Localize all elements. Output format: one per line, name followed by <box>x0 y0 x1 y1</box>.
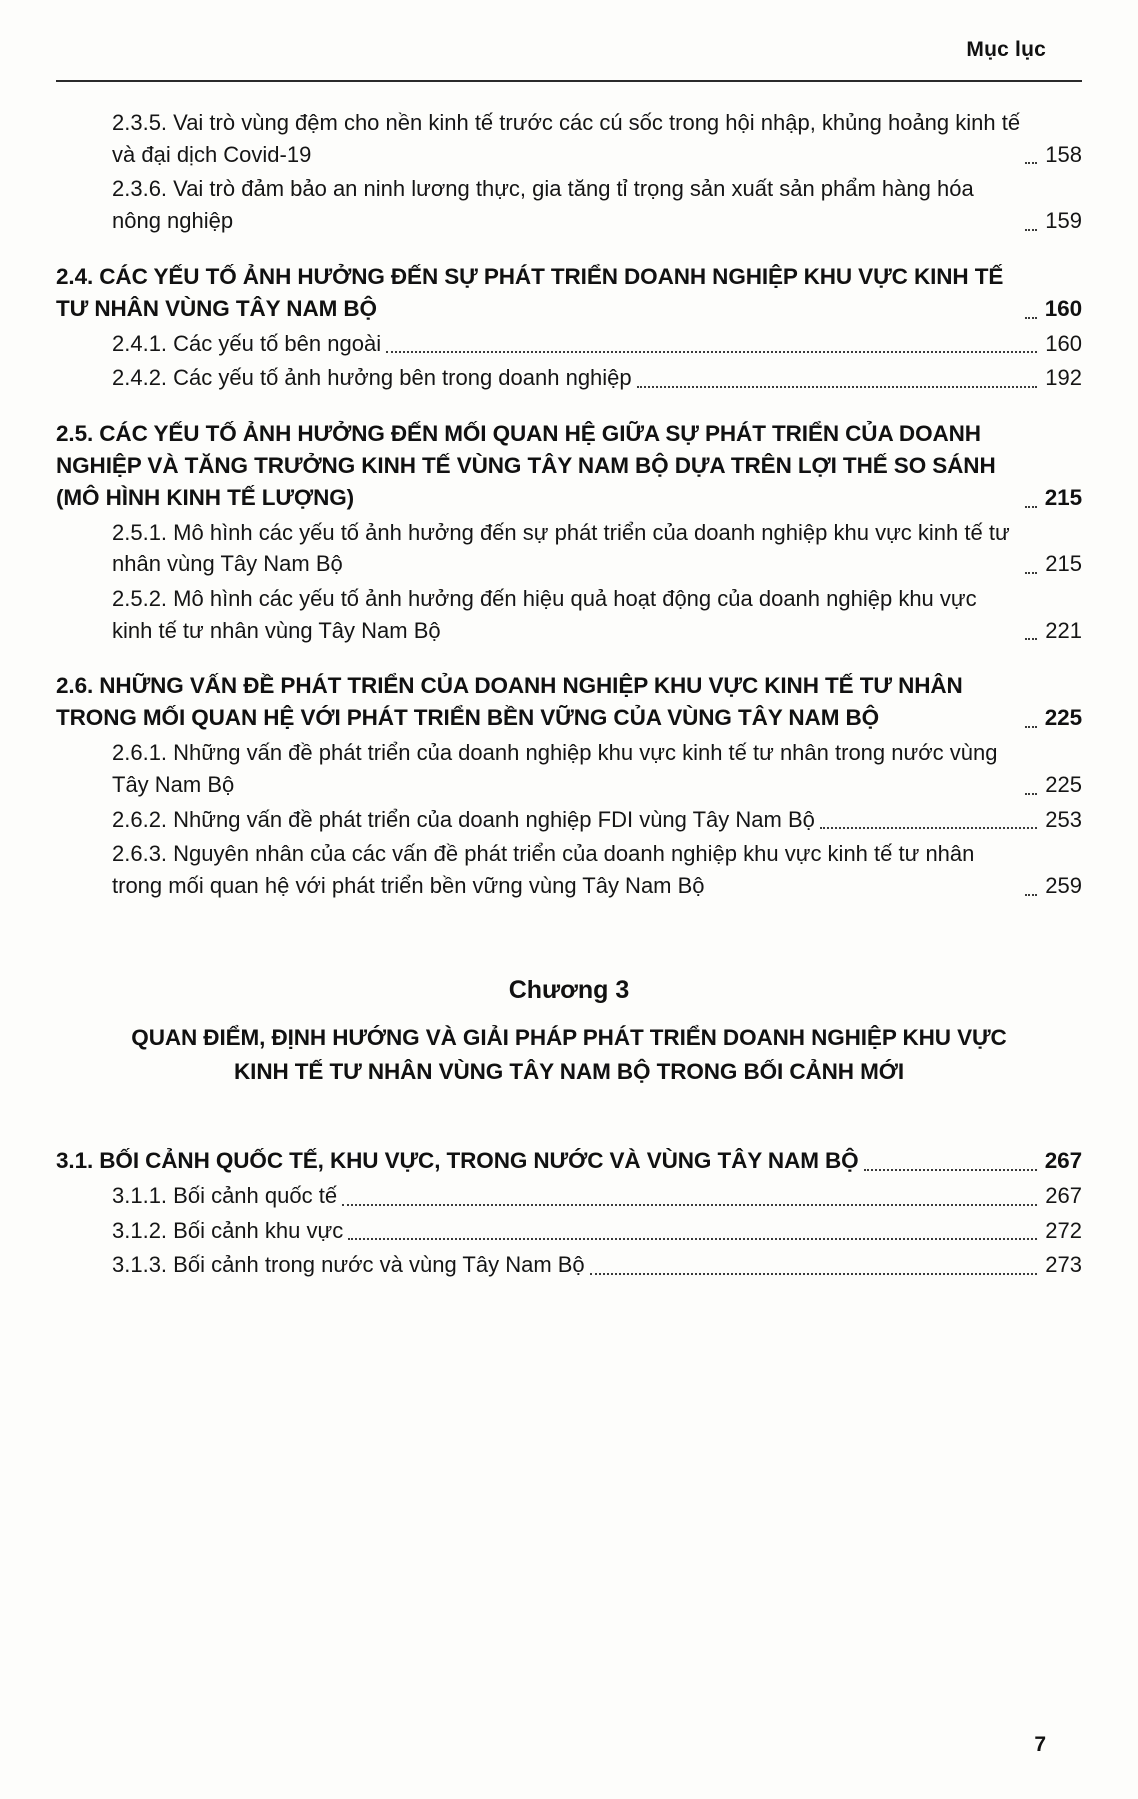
toc-entry-title: 3.1.3. Bối cảnh trong nước và vùng Tây Nam Bộ <box>112 1252 585 1278</box>
toc-leader-dots <box>342 1203 1037 1206</box>
toc-entry-page: 272 <box>1045 1217 1082 1243</box>
toc-entry-page: 267 <box>1045 1182 1082 1208</box>
toc-entry-page: 215 <box>1045 551 1082 577</box>
toc-entry-line <box>56 1145 1082 1177</box>
toc-entry-page: 215 <box>1044 484 1082 510</box>
toc-entry-title: 2.4.2. Các yếu tố ảnh hưởng bên trong doanh nghiệp <box>112 365 632 391</box>
toc-entry-page: 225 <box>1044 705 1082 731</box>
toc-entry-line <box>112 737 1082 800</box>
toc-entry-title: 3.1. BỐI CẢNH QUỐC TẾ, KHU VỰC, TRONG NƯỚC VÀ VÙNG TÂY NAM BỘ <box>56 1148 859 1174</box>
toc-leader-dots <box>1025 637 1037 640</box>
toc-entry-page: 259 <box>1045 872 1082 898</box>
toc-entry[interactable] <box>56 670 1082 734</box>
toc-leader-dots <box>1025 792 1037 795</box>
toc-entry-title: 3.1.2. Bối cảnh khu vực <box>112 1217 344 1243</box>
toc-entry[interactable] <box>56 1215 1082 1247</box>
toc-entry-title: 2.3.5. Vai trò vùng đệm cho nền kinh tế trước các cú sốc trong hội nhập, khủng hoảng kinh tế và đại dịch Covid-19 <box>112 110 1027 167</box>
toc-entry[interactable] <box>56 804 1082 836</box>
toc-entry-page: 253 <box>1045 806 1082 832</box>
toc-entry[interactable] <box>56 261 1082 325</box>
toc-entry[interactable] <box>56 1249 1082 1281</box>
toc-entry-line <box>112 1249 1082 1281</box>
toc-entry-title: 2.6. NHỮNG VẤN ĐỀ PHÁT TRIỂN CỦA DOANH NGHIỆP KHU VỰC KINH TẾ TƯ NHÂN TRONG MỐI QUAN HỆ VỚI PHÁT TRIỂN BỀN VỮNG CỦA VÙNG TÂY NAM BỘ <box>56 673 969 731</box>
header-divider <box>56 80 1082 82</box>
toc-leader-dots <box>1025 505 1037 508</box>
toc-entry-line <box>112 517 1082 580</box>
toc-entry[interactable] <box>56 1145 1082 1177</box>
toc-leader-dots <box>386 350 1037 353</box>
toc-entry-title: 2.5. CÁC YẾU TỐ ẢNH HƯỞNG ĐẾN MỐI QUAN HỆ GIỮA SỰ PHÁT TRIỂN CỦA DOANH NGHIỆP VÀ TĂNG TRƯỞNG KINH TẾ VÙNG TÂY NAM BỘ DỰA TRÊN LỢI THẾ SO SÁNH (MÔ HÌNH KINH TẾ LƯỢNG) <box>56 420 1002 510</box>
toc-entry-title: 2.4. CÁC YẾU TỐ ẢNH HƯỞNG ĐẾN SỰ PHÁT TRIỂN DOANH NGHIỆP KHU VỰC KINH TẾ TƯ NHÂN VÙNG TÂY NAM BỘ <box>56 263 1010 321</box>
toc-entry[interactable] <box>56 737 1082 800</box>
toc-entry-title: 2.3.6. Vai trò đảm bảo an ninh lương thực, gia tăng tỉ trọng sản xuất sản phẩm hàng hóa nông nghiệp <box>112 176 980 234</box>
toc-entry-title: 3.1.1. Bối cảnh quốc tế <box>112 1182 338 1208</box>
toc-leader-dots <box>1025 571 1037 574</box>
chapter-number: Chương 3 <box>508 975 630 1004</box>
chapter-title: QUAN ĐIỂM, ĐỊNH HƯỚNG VÀ GIẢI PHÁP PHÁT TRIỂN DOANH NGHIỆP KHU VỰC KINH TẾ TƯ NHÂN VÙNG TÂY NAM BỘ TRONG BỐI CẢNH MỚI <box>131 1024 1007 1084</box>
toc-entry-line <box>112 804 1082 836</box>
toc-entry[interactable] <box>56 517 1082 580</box>
toc-entry[interactable] <box>56 838 1082 901</box>
toc-entry-line <box>56 418 1082 514</box>
toc-list-after-chapter <box>56 1145 1082 1281</box>
toc-entry-line <box>112 1180 1082 1212</box>
toc-entry[interactable] <box>56 418 1082 514</box>
toc-entry-page: 221 <box>1045 617 1082 643</box>
toc-entry-title: 2.5.2. Mô hình các yếu tố ảnh hưởng đến hiệu quả hoạt động của doanh nghiệp khu vực kinh tế tư nhân vùng Tây Nam Bộ <box>112 586 983 643</box>
toc-entry-title: 2.4.1. Các yếu tố bên ngoài <box>112 330 382 356</box>
toc-leader-dots <box>637 385 1038 388</box>
toc-leader-dots <box>820 826 1037 829</box>
page-number: 7 <box>1034 1733 1046 1756</box>
toc-leader-dots <box>1025 893 1037 896</box>
toc-leader-dots <box>864 1168 1037 1171</box>
toc-entry-title: 2.6.3. Nguyên nhân của các vấn đề phát triển của doanh nghiệp khu vực kinh tế tư nhân trong mối quan hệ với phát triển bền vững vùng Tây Nam Bộ <box>112 841 981 898</box>
toc-entry-title: 2.6.2. Những vấn đề phát triển của doanh nghiệp FDI vùng Tây Nam Bộ <box>112 806 815 832</box>
toc-leader-dots <box>348 1237 1037 1240</box>
toc-entry-line <box>112 1215 1082 1247</box>
toc-entry-title: 2.6.1. Những vấn đề phát triển của doanh nghiệp khu vực kinh tế tư nhân trong nước vùng Tây Nam Bộ <box>112 740 1004 797</box>
toc-entry-page: 225 <box>1045 771 1082 797</box>
toc-entry-line <box>112 107 1082 170</box>
toc-entry-line <box>112 838 1082 901</box>
toc-leader-dots <box>1025 161 1037 164</box>
toc-entry-page: 267 <box>1044 1148 1082 1174</box>
toc-entry[interactable] <box>56 583 1082 646</box>
toc-entry-page: 160 <box>1045 330 1082 356</box>
toc-entry-line <box>112 583 1082 646</box>
toc-entry-line <box>112 173 1082 236</box>
toc-leader-dots <box>1025 725 1037 728</box>
toc-entry-line <box>56 261 1082 325</box>
toc-entry-page: 192 <box>1045 365 1082 391</box>
toc-entry[interactable] <box>56 328 1082 360</box>
chapter-heading <box>56 976 1082 1089</box>
toc-entry-title: 2.5.1. Mô hình các yếu tố ảnh hưởng đến sự phát triển của doanh nghiệp khu vực kinh tế tư nhân vùng Tây Nam Bộ <box>112 519 1016 577</box>
toc-entry[interactable] <box>56 173 1082 236</box>
toc-content <box>56 104 1082 1283</box>
toc-entry-page: 158 <box>1045 141 1082 167</box>
toc-leader-dots <box>590 1272 1038 1275</box>
toc-entry[interactable] <box>56 107 1082 170</box>
toc-entry[interactable] <box>56 362 1082 394</box>
toc-entry[interactable] <box>56 1180 1082 1212</box>
toc-entry-line <box>112 362 1082 394</box>
toc-leader-dots <box>1025 228 1037 231</box>
toc-entry-page: 160 <box>1044 295 1082 321</box>
toc-entry-page: 159 <box>1045 208 1082 234</box>
toc-entry-page: 273 <box>1045 1252 1082 1278</box>
running-header: Mục lục <box>966 38 1046 61</box>
toc-list <box>56 107 1082 902</box>
toc-leader-dots <box>1025 316 1037 319</box>
toc-entry-line <box>56 670 1082 734</box>
toc-entry-line <box>112 328 1082 360</box>
